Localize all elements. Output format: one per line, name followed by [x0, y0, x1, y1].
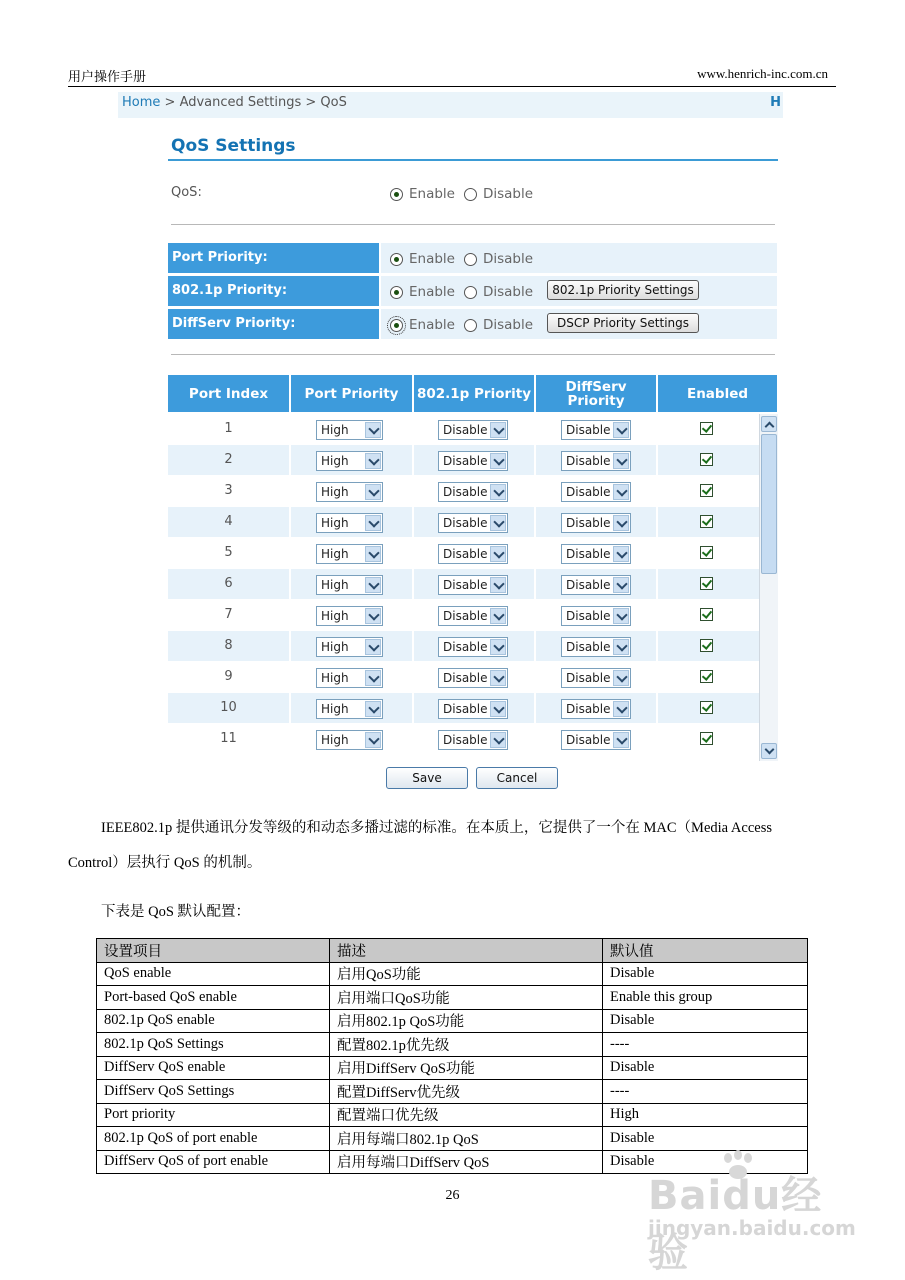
- diffserv-priority-value: Disable: [566, 609, 611, 623]
- cell: Enable this group: [603, 986, 808, 1010]
- cell: Disable: [603, 1009, 808, 1033]
- col-header: 描述: [330, 939, 603, 963]
- enabled-checkbox[interactable]: [700, 422, 713, 435]
- p8021-priority-value: Disable: [443, 702, 488, 716]
- chevron-down-icon: [365, 701, 381, 717]
- table-row: [168, 693, 759, 723]
- diffserv-priority-value: Disable: [566, 547, 611, 561]
- port-priority-select[interactable]: [316, 420, 383, 440]
- port-priority-select[interactable]: [316, 606, 383, 626]
- col-header: 设置项目: [97, 939, 330, 963]
- cell: 配置802.1p优先级: [330, 1033, 603, 1057]
- diffserv-priority-select[interactable]: [561, 575, 631, 595]
- port-index: 6: [224, 576, 233, 591]
- chevron-down-icon: [365, 422, 381, 438]
- p8021-priority-value: Disable: [443, 578, 488, 592]
- p8021-priority-label: 802.1p Priority:: [168, 276, 379, 306]
- table-scrollbar[interactable]: [759, 414, 778, 761]
- cell: 启用每端口802.1p QoS: [330, 1127, 603, 1151]
- diffserv-priority-select[interactable]: [561, 699, 631, 719]
- table-row: [97, 1080, 808, 1104]
- chevron-down-icon: [490, 639, 506, 655]
- p8021-priority-value: Disable: [443, 547, 488, 561]
- p8021-priority-settings-button[interactable]: 802.1p Priority Settings: [547, 280, 699, 300]
- chevron-down-icon: [490, 701, 506, 717]
- table-row: [168, 724, 759, 754]
- diffserv-priority-value: Disable: [566, 702, 611, 716]
- chevron-down-icon: [613, 484, 629, 500]
- port-index: 10: [220, 700, 237, 715]
- chevron-down-icon: [613, 515, 629, 531]
- diffserv-priority-radio-group: [390, 317, 542, 333]
- port-priority-value: High: [321, 516, 349, 530]
- table-intro: 下表是 QoS 默认配置：: [101, 904, 251, 920]
- diffserv-priority-select[interactable]: [561, 513, 631, 533]
- table-row: [97, 1103, 808, 1127]
- port-index: 8: [224, 638, 233, 653]
- table-row: [168, 476, 759, 506]
- chevron-down-icon: [490, 422, 506, 438]
- p8021-priority-value: Disable: [443, 454, 488, 468]
- table-row: [168, 600, 759, 630]
- column-divider: [534, 414, 536, 761]
- website-url: www.henrich-inc.com.cn: [697, 66, 828, 81]
- port-index: 2: [224, 452, 233, 467]
- save-button[interactable]: Save: [386, 767, 468, 789]
- port-priority-label: Port Priority:: [168, 243, 379, 273]
- cell: ----: [603, 1080, 808, 1104]
- cell: 配置端口优先级: [330, 1103, 603, 1127]
- watermark-url: jingyan.baidu.com: [648, 1216, 856, 1240]
- breadcrumb-home[interactable]: Home: [122, 95, 161, 110]
- col-header-port-priority: Port Priority: [291, 375, 412, 412]
- table-row: [168, 445, 759, 475]
- port-index: 3: [224, 483, 233, 498]
- p8021-priority-value: Disable: [443, 640, 488, 654]
- qos-radio-group: [390, 186, 542, 202]
- enabled-checkbox[interactable]: [700, 701, 713, 714]
- column-divider: [412, 414, 414, 761]
- qos-disable-label: Disable: [482, 186, 534, 202]
- enabled-checkbox[interactable]: [700, 546, 713, 559]
- qos-disable-radio[interactable]: [464, 188, 477, 201]
- port-priority-value: High: [321, 671, 349, 685]
- title-underline: [168, 159, 778, 161]
- table-row: [97, 1009, 808, 1033]
- cell: 802.1p QoS Settings: [97, 1033, 330, 1057]
- diffserv-priority-select[interactable]: [561, 730, 631, 750]
- qos-enable-radio[interactable]: [390, 188, 403, 201]
- chevron-down-icon: [365, 515, 381, 531]
- p8021-disable-label: Disable: [482, 284, 534, 300]
- chevron-down-icon: [613, 546, 629, 562]
- chevron-down-icon: [613, 670, 629, 686]
- diffserv-priority-value: Disable: [566, 640, 611, 654]
- port-priority-select[interactable]: [316, 544, 383, 564]
- enabled-checkbox[interactable]: [700, 577, 713, 590]
- chevron-down-icon: [613, 453, 629, 469]
- diffserv-priority-options: [381, 309, 777, 339]
- col-header-diffserv-priority: DiffServ Priority: [536, 375, 656, 412]
- chevron-down-icon: [490, 670, 506, 686]
- chevron-down-icon: [365, 732, 381, 748]
- diffserv-priority-select[interactable]: [561, 451, 631, 471]
- table-row: [97, 1127, 808, 1151]
- enabled-checkbox[interactable]: [700, 608, 713, 621]
- port-priority-enable-label: Enable: [409, 251, 455, 267]
- cell: Port-based QoS enable: [97, 986, 330, 1010]
- diffserv-priority-select[interactable]: [561, 420, 631, 440]
- diffserv-priority-select[interactable]: [561, 606, 631, 626]
- chevron-down-icon: [490, 546, 506, 562]
- p8021-priority-select[interactable]: [438, 606, 508, 626]
- cell: Disable: [603, 1150, 808, 1174]
- paragraph-line: IEEE802.1p 提供通讯分发等级的和动态多播过滤的标准。在本质上，它提供了一个在 MAC（Media Access: [101, 820, 772, 836]
- breadcrumb-edge-text: H: [770, 95, 781, 110]
- diffserv-enable-label: Enable: [409, 317, 455, 333]
- table-row: [168, 538, 759, 568]
- scrollbar-thumb[interactable]: [761, 434, 777, 574]
- chevron-down-icon: [613, 701, 629, 717]
- divider: [171, 354, 775, 355]
- p8021-priority-select[interactable]: [438, 451, 508, 471]
- diffserv-priority-select[interactable]: [561, 482, 631, 502]
- port-priority-disable-label: Disable: [482, 251, 534, 267]
- port-priority-select[interactable]: [316, 482, 383, 502]
- cell: ----: [603, 1033, 808, 1057]
- chevron-down-icon: [613, 639, 629, 655]
- chevron-down-icon: [490, 732, 506, 748]
- port-priority-select[interactable]: [316, 575, 383, 595]
- cell: 配置DiffServ优先级: [330, 1080, 603, 1104]
- enabled-checkbox[interactable]: [700, 484, 713, 497]
- default-config-table: [96, 938, 808, 1174]
- table-header-row: [97, 939, 808, 963]
- chevron-down-icon: [365, 546, 381, 562]
- port-priority-select[interactable]: [316, 451, 383, 471]
- chevron-down-icon: [613, 422, 629, 438]
- breadcrumb: [118, 92, 783, 118]
- chevron-down-icon: [365, 608, 381, 624]
- port-index: 1: [224, 421, 233, 436]
- diffserv-priority-value: Disable: [566, 485, 611, 499]
- breadcrumb-sep: >: [160, 95, 180, 110]
- chevron-down-icon: [490, 515, 506, 531]
- col-header: 默认值: [603, 939, 808, 963]
- enabled-checkbox[interactable]: [700, 515, 713, 528]
- cell: QoS enable: [97, 962, 330, 986]
- enabled-checkbox[interactable]: [700, 732, 713, 745]
- port-priority-disable-radio[interactable]: [464, 253, 477, 266]
- cell: 启用每端口DiffServ QoS: [330, 1150, 603, 1174]
- baidu-watermark: [648, 1150, 856, 1276]
- cell: DiffServ QoS of port enable: [97, 1150, 330, 1174]
- chevron-down-icon: [365, 670, 381, 686]
- cell: 启用802.1p QoS功能: [330, 1009, 603, 1033]
- port-priority-value: High: [321, 423, 349, 437]
- port-priority-value: High: [321, 485, 349, 499]
- port-priority-select[interactable]: [316, 668, 383, 688]
- chevron-down-icon: [490, 484, 506, 500]
- cell: 802.1p QoS enable: [97, 1009, 330, 1033]
- chevron-down-icon: [365, 639, 381, 655]
- col-header-8021p-priority: 802.1p Priority: [414, 375, 534, 412]
- dscp-priority-settings-button[interactable]: DSCP Priority Settings: [547, 313, 699, 333]
- p8021-disable-radio[interactable]: [464, 286, 477, 299]
- port-index: 5: [224, 545, 233, 560]
- qos-settings-screenshot: [118, 92, 785, 785]
- p8021-priority-select[interactable]: [438, 699, 508, 719]
- port-priority-value: High: [321, 454, 349, 468]
- port-priority-value: High: [321, 733, 349, 747]
- diffserv-priority-value: Disable: [566, 516, 611, 530]
- p8021-priority-value: Disable: [443, 423, 488, 437]
- watermark-brand: Baidu经验: [648, 1173, 823, 1276]
- enabled-checkbox[interactable]: [700, 670, 713, 683]
- cell: 启用DiffServ QoS功能: [330, 1056, 603, 1080]
- table-row: [168, 662, 759, 692]
- diffserv-priority-value: Disable: [566, 733, 611, 747]
- cell: 启用QoS功能: [330, 962, 603, 986]
- table-row: [97, 986, 808, 1010]
- divider: [171, 224, 775, 225]
- p8021-priority-value: Disable: [443, 671, 488, 685]
- p8021-priority-select[interactable]: [438, 513, 508, 533]
- p8021-priority-value: Disable: [443, 733, 488, 747]
- port-priority-value: High: [321, 702, 349, 716]
- enabled-checkbox[interactable]: [700, 453, 713, 466]
- diffserv-disable-radio[interactable]: [464, 319, 477, 332]
- port-priority-value: High: [321, 609, 349, 623]
- chevron-down-icon: [613, 732, 629, 748]
- col-header-enabled: Enabled: [658, 375, 777, 412]
- chevron-down-icon: [365, 577, 381, 593]
- qos-label: QoS:: [171, 185, 202, 200]
- breadcrumb-qos: QoS: [320, 95, 347, 110]
- cell: 802.1p QoS of port enable: [97, 1127, 330, 1151]
- chevron-down-icon: [490, 608, 506, 624]
- port-priority-value: High: [321, 547, 349, 561]
- enabled-checkbox[interactable]: [700, 639, 713, 652]
- cell: High: [603, 1103, 808, 1127]
- port-priority-value: High: [321, 640, 349, 654]
- port-index: 9: [224, 669, 233, 684]
- port-priority-enable-radio[interactable]: [390, 253, 403, 266]
- diffserv-disable-label: Disable: [482, 317, 534, 333]
- p8021-priority-radio-group: [390, 284, 542, 300]
- cell: DiffServ QoS enable: [97, 1056, 330, 1080]
- p8021-enable-label: Enable: [409, 284, 455, 300]
- diffserv-priority-label: DiffServ Priority:: [168, 309, 379, 339]
- p8021-priority-value: Disable: [443, 516, 488, 530]
- table-row: [168, 507, 759, 537]
- table-row: [168, 569, 759, 599]
- port-priority-select[interactable]: [316, 513, 383, 533]
- port-priority-select[interactable]: [316, 699, 383, 719]
- diffserv-priority-value: Disable: [566, 578, 611, 592]
- cell: Disable: [603, 1127, 808, 1151]
- paragraph-line: Control）层执行 QoS 的机制。: [68, 855, 262, 871]
- port-priority-select[interactable]: [316, 730, 383, 750]
- table-row: [168, 631, 759, 661]
- chevron-down-icon: [365, 484, 381, 500]
- diffserv-priority-select[interactable]: [561, 637, 631, 657]
- breadcrumb-sep: >: [301, 95, 321, 110]
- diffserv-priority-select[interactable]: [561, 668, 631, 688]
- manual-title: 用户操作手册: [68, 69, 147, 84]
- chevron-down-icon: [490, 577, 506, 593]
- port-priority-radio-group: [390, 251, 542, 267]
- qos-enable-label: Enable: [409, 186, 455, 202]
- document-header: [68, 64, 836, 87]
- diffserv-priority-value: Disable: [566, 671, 611, 685]
- cell: Disable: [603, 1056, 808, 1080]
- port-priority-value: High: [321, 578, 349, 592]
- p8021-priority-select[interactable]: [438, 544, 508, 564]
- cell: Disable: [603, 962, 808, 986]
- chevron-down-icon: [490, 453, 506, 469]
- diffserv-priority-select[interactable]: [561, 544, 631, 564]
- diffserv-priority-value: Disable: [566, 423, 611, 437]
- p8021-enable-radio[interactable]: [390, 286, 403, 299]
- port-index: 4: [224, 514, 233, 529]
- p8021-priority-value: Disable: [443, 609, 488, 623]
- cell: DiffServ QoS Settings: [97, 1080, 330, 1104]
- port-priority-select[interactable]: [316, 637, 383, 657]
- col-header-port-index: Port Index: [168, 375, 289, 412]
- cell: 启用端口QoS功能: [330, 986, 603, 1010]
- scroll-down-arrow-icon[interactable]: [761, 743, 777, 759]
- cancel-button[interactable]: Cancel: [476, 767, 558, 789]
- chevron-down-icon: [613, 577, 629, 593]
- p8021-priority-options: [381, 276, 777, 306]
- port-priority-options: [381, 243, 777, 273]
- p8021-priority-select[interactable]: [438, 730, 508, 750]
- chevron-down-icon: [613, 608, 629, 624]
- p8021-priority-select[interactable]: [438, 420, 508, 440]
- page-number: 26: [445, 1188, 460, 1203]
- port-table-body: [168, 414, 759, 761]
- chevron-down-icon: [365, 453, 381, 469]
- p8021-priority-select[interactable]: [438, 482, 508, 502]
- cell: Port priority: [97, 1103, 330, 1127]
- table-row: [97, 1033, 808, 1057]
- breadcrumb-advanced[interactable]: Advanced Settings: [179, 95, 302, 110]
- scroll-up-arrow-icon[interactable]: [761, 416, 777, 432]
- port-index: 7: [224, 607, 233, 622]
- port-index: 11: [220, 731, 237, 746]
- p8021-priority-select[interactable]: [438, 637, 508, 657]
- column-divider: [656, 414, 658, 761]
- diffserv-enable-radio[interactable]: [390, 319, 403, 332]
- table-row: [97, 1056, 808, 1080]
- p8021-priority-select[interactable]: [438, 575, 508, 595]
- p8021-priority-select[interactable]: [438, 668, 508, 688]
- p8021-priority-value: Disable: [443, 485, 488, 499]
- column-divider: [289, 414, 291, 761]
- diffserv-priority-value: Disable: [566, 454, 611, 468]
- page-title: QoS Settings: [171, 136, 296, 156]
- table-row: [97, 962, 808, 986]
- table-row: [168, 414, 759, 444]
